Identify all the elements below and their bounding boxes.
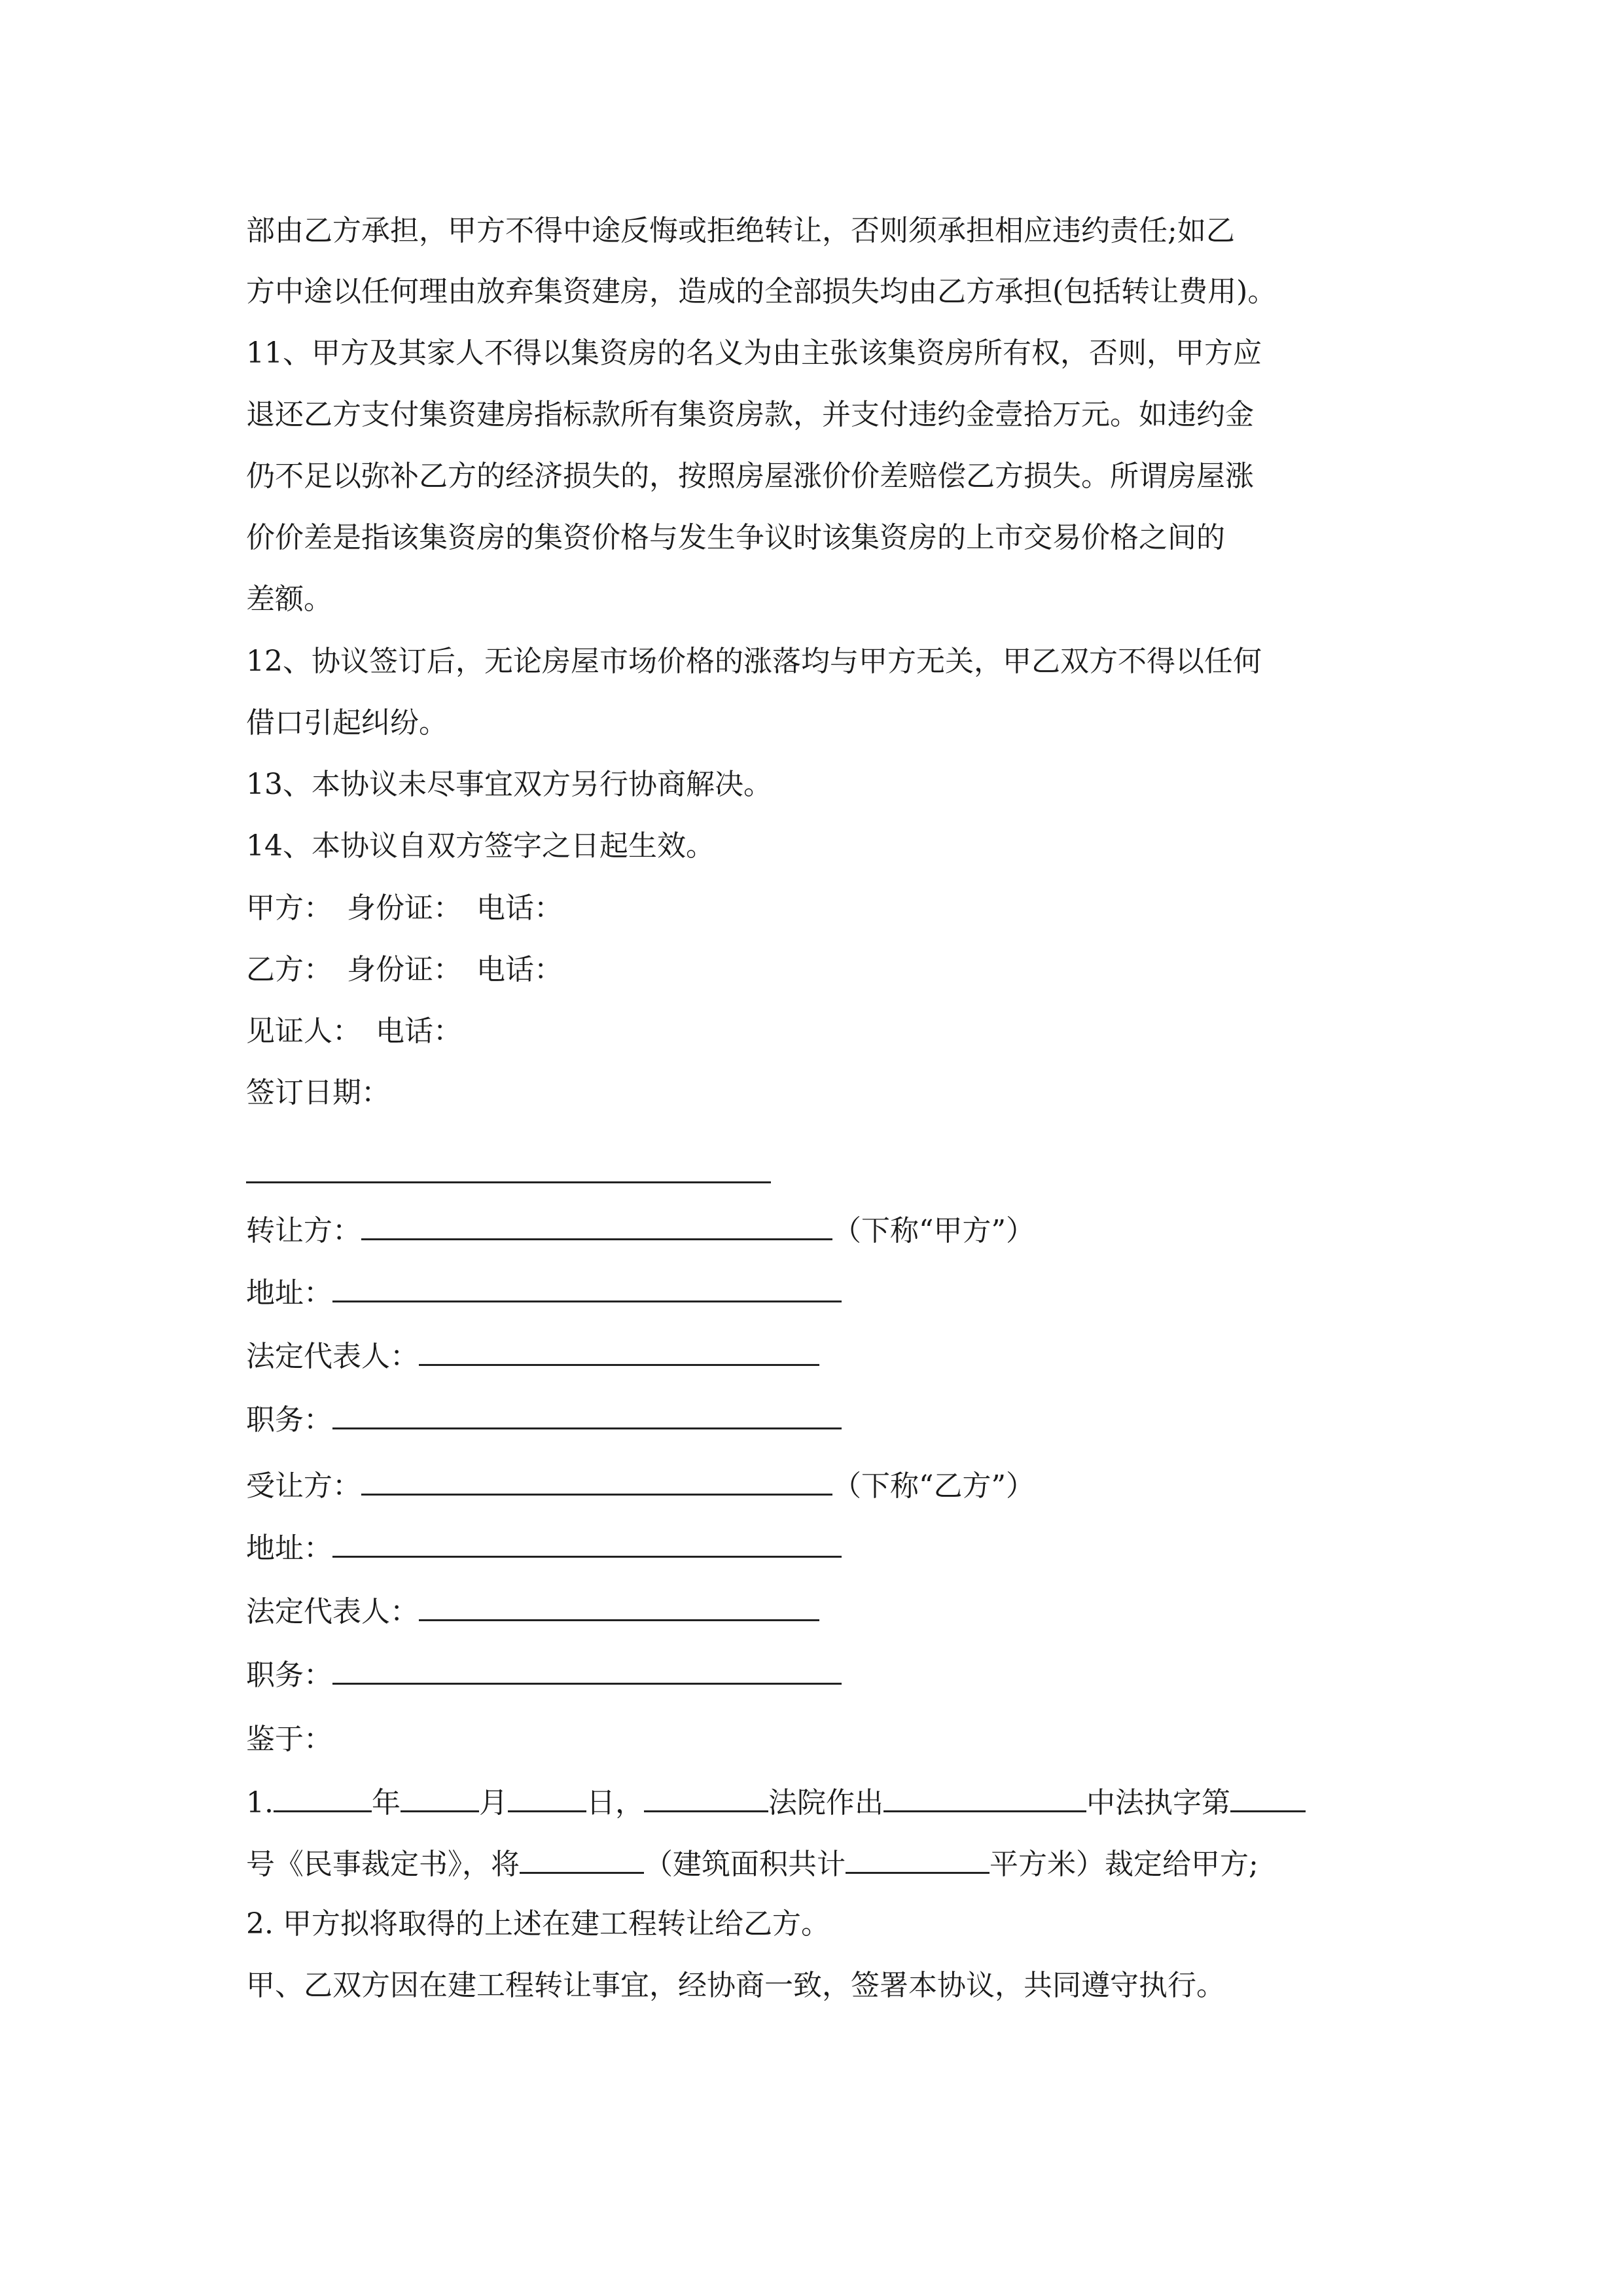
legal-rep-label: 法定代表人： (246, 1595, 419, 1628)
transferor-field[interactable] (361, 1210, 832, 1240)
paragraph-line: 借口引起纠纷。 (246, 706, 448, 740)
transferor-suffix: （下称“甲方”） (832, 1214, 1035, 1247)
whereas-item-2: 2. 甲方拟将取得的上述在建工程转让给乙方。 (246, 1907, 830, 1941)
clause-13: 13、本协议未尽事宜双方另行协商解决。 (246, 768, 772, 801)
paragraph-line: 差额。 (246, 583, 332, 616)
transferor-position-row (246, 1399, 842, 1438)
item-number: 1. (246, 1786, 274, 1820)
transferee-suffix: （下称“乙方”） (832, 1469, 1035, 1503)
transferor-address-field[interactable] (332, 1272, 842, 1302)
signing-date-line: 签订日期： (246, 1076, 390, 1109)
year-label: 年 (371, 1786, 401, 1820)
area-field[interactable] (846, 1843, 990, 1874)
position-label: 职务： (246, 1403, 332, 1437)
court-label: 法院作出 (768, 1786, 883, 1820)
ruling-text: 号《民事裁定书》，将 (246, 1848, 520, 1881)
transferor-position-field[interactable] (332, 1399, 842, 1429)
transferee-field[interactable] (361, 1465, 832, 1496)
paragraph-line: 部由乙方承担，甲方不得中途反悔或拒绝转让，否则须承担相应违约责任;如乙 (246, 214, 1235, 247)
transferee-legal-rep-row (246, 1590, 819, 1630)
address-label: 地址： (246, 1532, 332, 1565)
party-a-signature-line: 甲方： 身份证： 电话： (246, 891, 563, 925)
position-label: 职务： (246, 1659, 332, 1692)
whereas-title: 鉴于： (246, 1723, 332, 1756)
court-field[interactable] (644, 1782, 768, 1812)
clause-14: 14、本协议自双方签字之日起生效。 (246, 829, 715, 863)
transferor-address-row (246, 1272, 842, 1311)
whereas-item-1-cont (246, 1843, 1258, 1882)
transferee-address-field[interactable] (332, 1527, 842, 1558)
transferee-row (246, 1465, 1035, 1504)
paragraph-line: 价价差是指该集资房的集资价格与发生争议时该集资房的上市交易价格之间的 (246, 521, 1225, 554)
whereas-item-1 (246, 1782, 1306, 1821)
property-field[interactable] (520, 1843, 644, 1874)
paragraph-line: 退还乙方支付集资建房指标款所有集资房款，并支付违约金壹拾万元。如违约金 (246, 398, 1254, 431)
transferee-label: 受让方： (246, 1469, 361, 1503)
section-divider (246, 1181, 771, 1183)
day-label: 日， (586, 1786, 644, 1820)
transferee-position-row (246, 1654, 842, 1693)
conclusion-text: 甲、乙双方因在建工程转让事宜，经协商一致，签署本协议，共同遵守执行。 (246, 1969, 1225, 2002)
transferor-label: 转让方： (246, 1214, 361, 1247)
month-field[interactable] (401, 1782, 479, 1812)
transferee-legal-rep-field[interactable] (419, 1590, 819, 1621)
party-b-signature-line: 乙方： 身份证： 电话： (246, 953, 563, 986)
witness-line: 见证人： 电话： (246, 1014, 462, 1048)
year-field[interactable] (274, 1782, 372, 1812)
month-label: 月 (478, 1786, 508, 1820)
transferee-address-row (246, 1527, 842, 1566)
case-number-field[interactable] (1230, 1782, 1306, 1812)
case-label: 中法执字第 (1086, 1786, 1230, 1820)
address-label: 地址： (246, 1276, 332, 1310)
area-label: （建筑面积共计 (644, 1848, 846, 1881)
legal-rep-label: 法定代表人： (246, 1340, 419, 1373)
day-field[interactable] (508, 1782, 586, 1812)
transferor-legal-rep-row (246, 1335, 819, 1374)
transferor-row (246, 1210, 1035, 1249)
paragraph-line: 方中途以任何理由放弃集资建房，造成的全部损失均由乙方承担(包括转让费用)。 (246, 275, 1277, 308)
transferee-position-field[interactable] (332, 1654, 842, 1685)
clause-12: 12、协议签订后，无论房屋市场价格的涨落均与甲方无关，甲乙双方不得以任何 (246, 645, 1262, 678)
transferor-legal-rep-field[interactable] (419, 1335, 819, 1366)
paragraph-line: 仍不足以弥补乙方的经济损失的，按照房屋涨价价差赔偿乙方损失。所谓房屋涨 (246, 459, 1254, 493)
case-prefix-field[interactable] (883, 1782, 1086, 1812)
clause-11: 11、甲方及其家人不得以集资房的名义为由主张该集资房所有权，否则，甲方应 (246, 336, 1262, 370)
area-unit-text: 平方米）裁定给甲方; (990, 1848, 1258, 1881)
